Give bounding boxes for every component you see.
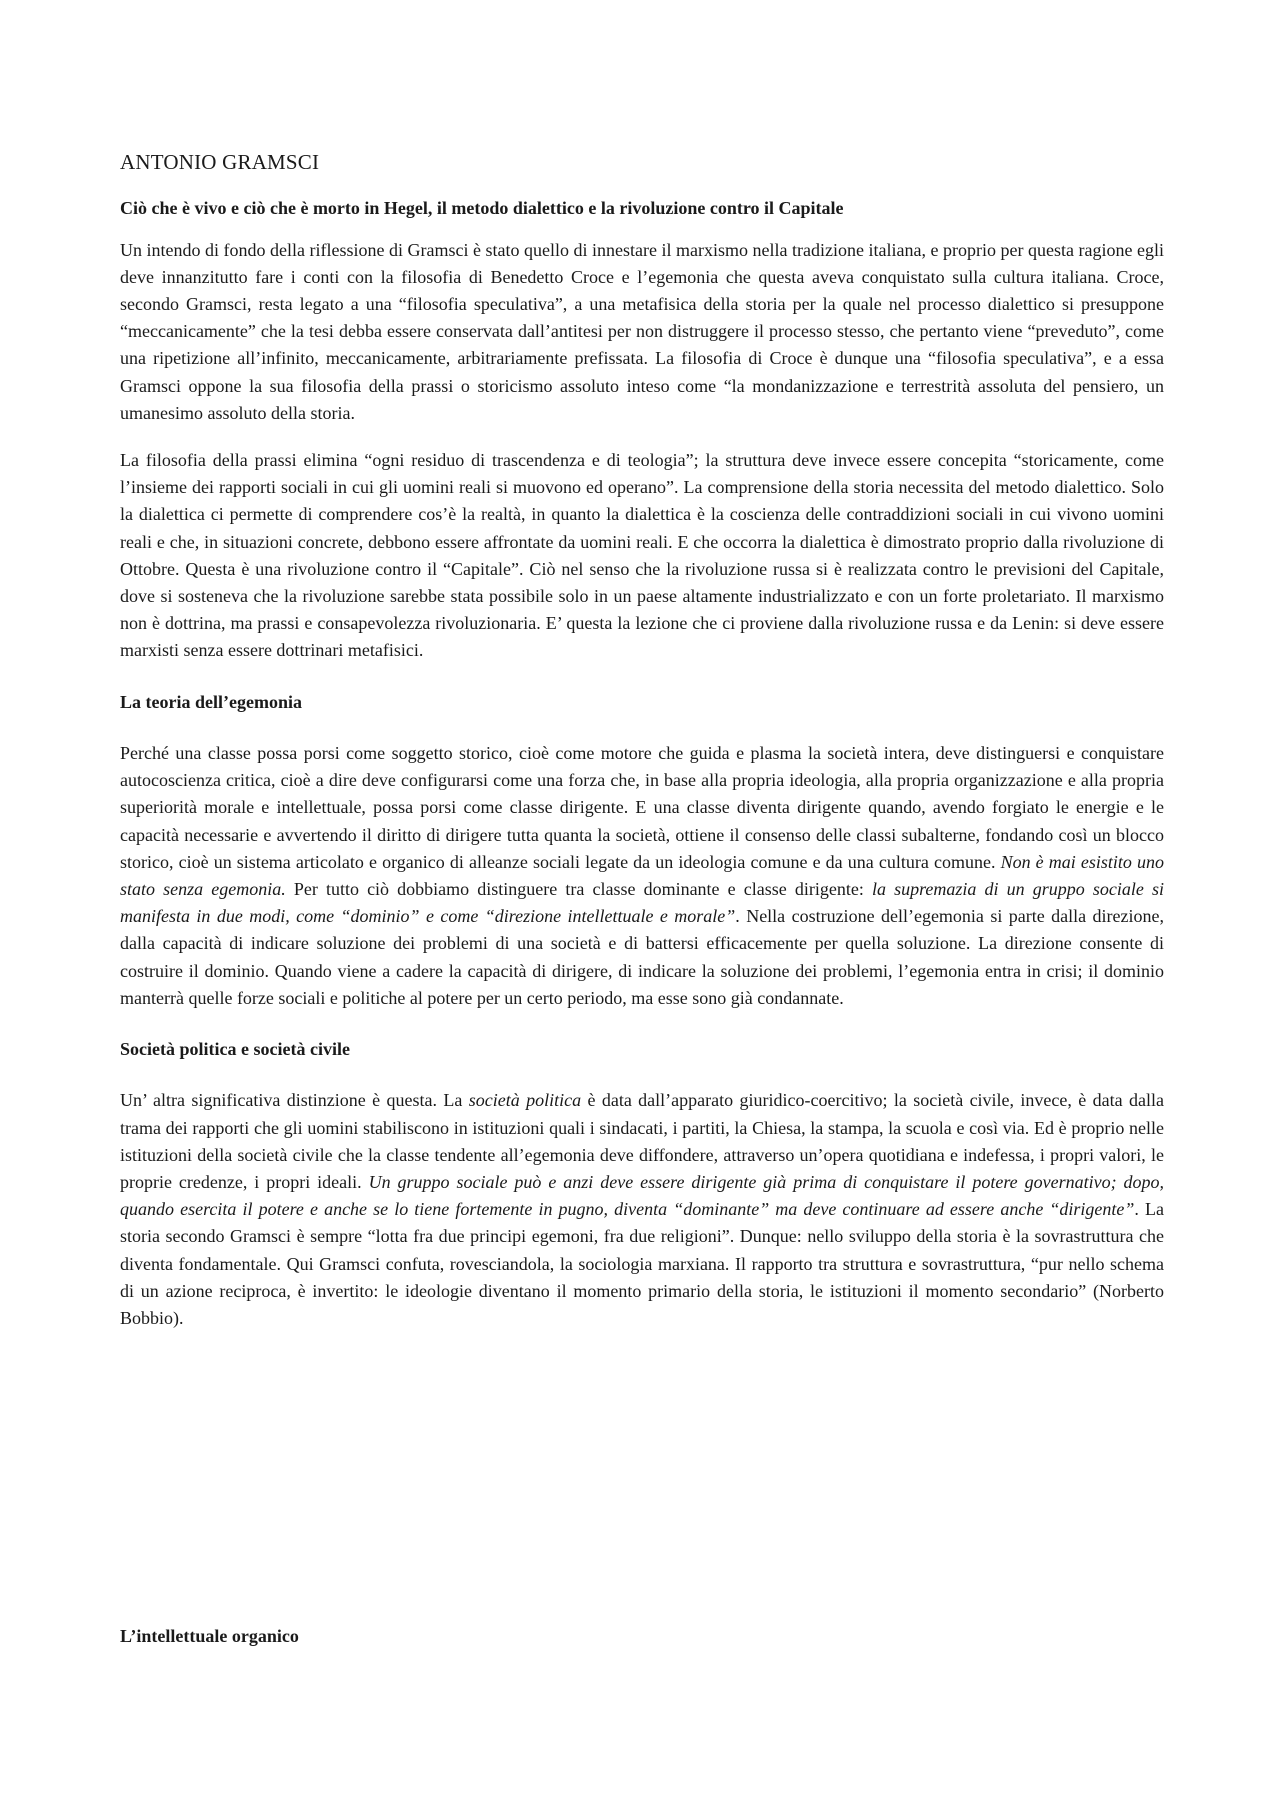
section-heading-hegel: Ciò che è vivo e ciò che è morto in Hegel, il metodo dialettico e la rivoluzione contro il Capitale — [120, 198, 844, 219]
text-run: . Nella costruzione dell’egemonia si parte dalla direzione, dalla capacità di indicare soluzione dei problemi di una società e di battersi efficacemente per quella soluzione. La direzione consente di costruire il dominio. Quando viene a cadere la capacità di dirigere, di indicare la soluzione dei problemi, l’egemonia entra in crisi; il dominio manterrà quelle forze sociali e politiche al potere per un certo periodo, ma esse sono già condannate. — [120, 906, 1164, 1008]
text-run: Per tutto ciò dobbiamo distinguere tra classe dominante e classe dirigente: — [285, 879, 872, 900]
text-run: . La storia secondo Gramsci è sempre “lotta fra due principi egemoni, fra due religioni”. Dunque: nello sviluppo della storia è la sovrastruttura che diventa fondamentale. Qui Gramsci confuta, rovesciandola, la sociologia marxiana. Il rapporto tra struttura e sovrastruttura, “pur nello schema di un azione reciproca, è invertito: le ideologie diventano il momento primario della storia, le istituzioni il momento secondario” (Norberto Bobbio). — [120, 1199, 1164, 1329]
italic-run: la supremazia di un gruppo sociale si manifesta in due modi, come “dominio” e come “direzione intellettuale e morale” — [120, 879, 1164, 927]
paragraph-croce: Un intendo di fondo della riflessione di Gramsci è stato quello di innestare il marxismo nella tradizione italiana, e proprio per questa ragione egli deve innanzitutto fare i conti con la filosofia di Benedetto Croce e l’egemonia che questa aveva conquistato sulla cultura italiana. Croce, secondo Gramsci, resta legato a una “filosofia speculativa”, a una metafisica della storia per la quale nel processo dialettico si presuppone “meccanicamente” che la tesi debba essere conservata dall’antitesi per non distruggere il processo stesso, che pertanto viene “preveduto”, come una ripetizione all’infinito, meccanicamente, arbitrariamente prefissata. La filosofia di Croce è dunque una “filosofia speculativa”, e a essa Gramsci oppone la sua filosofia della prassi o storicismo assoluto inteso come “la mondanizzazione e terrestrità assoluta del pensiero, un umanesimo assoluto della storia. — [120, 239, 1164, 423]
paragraph-societa — [120, 1087, 1164, 1332]
document-page — [120, 150, 1165, 1646]
section-heading-intellettuale: L’intellettuale organico — [120, 1626, 299, 1646]
text-run: è data dall’apparato giuridico-coercitivo; la società civile, invece, è data dalla trama dei rapporti che gli uomini stabiliscono in istituzioni quali i sindacati, i partiti, la Chiesa, la stampa, la scuola e così via. Ed è proprio nelle istituzioni della società civile che la classe tendente all’egemonia deve diffondere, attraverso un’opera quotidiana e indefessa, i propri valori, le proprie credenze, i propri ideali. — [120, 1090, 1164, 1193]
section-heading-egemonia: La teoria dell’egemonia — [120, 691, 302, 712]
italic-run: società politica — [468, 1090, 582, 1111]
section-heading-societa: Società politica e società civile — [120, 1039, 350, 1060]
text-run: Perché una classe possa porsi come soggetto storico, cioè come motore che guida e plasma la società intera, deve distinguersi e conquistare autocoscienza critica, cioè a dire deve configurarsi come una forza che, in base alla propria ideologia, alla propria organizzazione e alla propria superiorità morale e intellettuale, possa porsi come classe dirigente. E una classe diventa dirigente quando, avendo forgiato le energie e le capacità necessarie e avvertendo il diritto di dirigere tutta quanta la società, ottiene il consenso delle classi subalterne, fondando così un blocco storico, cioè un sistema articolato e organico di alleanze sociali legate da un ideologia comune e da una cultura comune. — [120, 743, 1164, 872]
paragraph-prassi: La filosofia della prassi elimina “ogni residuo di trascendenza e di teologia”; la struttura deve invece essere concepita “storicamente, come l’insieme dei rapporti sociali in cui gli uomini reali si muovono ed operano”. La comprensione della storia necessita del metodo dialettico. Solo la dialettica ci permette di comprendere cos’è la realtà, in quanto la dialettica è la coscienza delle contraddizioni sociali in cui vivono uomini reali e che, in situazioni concrete, debbono essere affrontate da uomini reali. E che occorra la dialettica è dimostrato proprio dalla rivoluzione di Ottobre. Questa è una rivoluzione contro il “Capitale”. Ciò nel senso che la rivoluzione russa si è realizzata contro le previsioni del Capitale, dove si sosteneva che la rivoluzione sarebbe stata possibile solo in un paese altamente industrializzato e con un forte proletariato. Il marxismo non è dottrina, ma prassi e consapevolezza rivoluzionaria. E’ questa la lezione che ci proviene dalla rivoluzione russa e da Lenin: si deve essere marxisti senza essere dottrinari metafisici. — [120, 450, 1164, 661]
italic-run: Non è mai esistito uno stato senza egemonia. — [120, 851, 1165, 900]
paragraph-egemonia — [120, 740, 1164, 1012]
text-run: Un’ altra significativa distinzione è questa. La — [120, 1090, 469, 1111]
document-title: ANTONIO GRAMSCI — [120, 150, 320, 174]
italic-run: Un gruppo sociale può e anzi deve essere dirigente già prima di conquistare il potere governativo; dopo, quando esercita il potere e anche se lo tiene fortemente in pugno, diventa “dominante” ma deve continuare ad essere anche “dirigente” — [120, 1172, 1164, 1220]
